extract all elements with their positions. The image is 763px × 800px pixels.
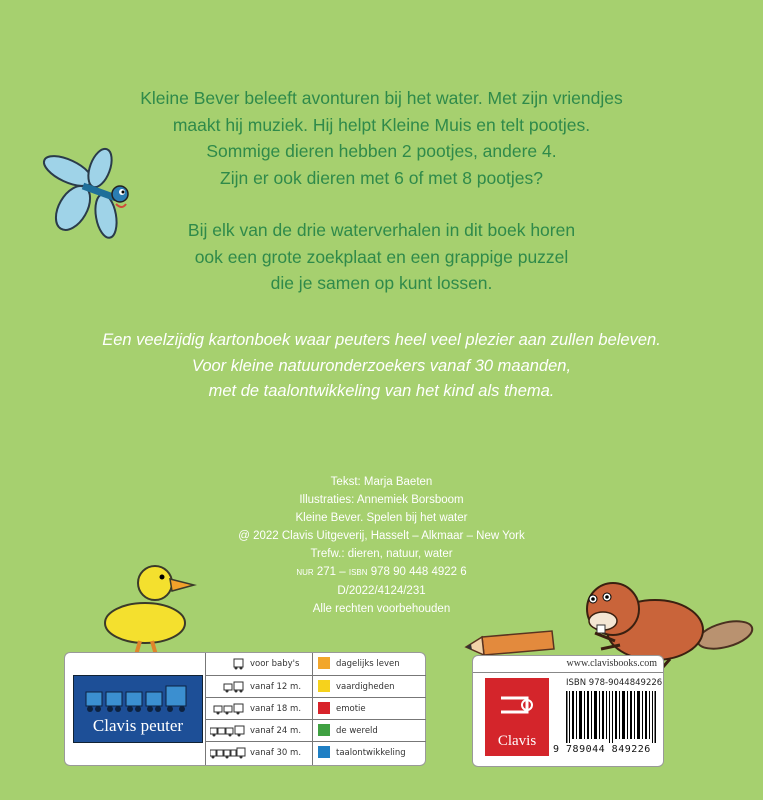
legend-category: dagelijks leven: [336, 659, 400, 669]
series-legend-panel: [64, 652, 426, 766]
book-title: Kleine Bever. Spelen bij het water: [295, 512, 468, 524]
barcode-graphic: [566, 691, 656, 743]
blurb-line: maakt hij muziek. Hij helpt Kleine Muis en telt pootjes.: [172, 114, 591, 135]
copyright: @ 2022 Clavis Uitgeverij, Hasselt – Alkmaar – New York: [238, 530, 525, 542]
isbn-panel: [472, 655, 664, 767]
blurb-line: Bij elk van de drie waterverhalen in dit boek horen: [187, 220, 576, 240]
legend-age: vanaf 12 m.: [250, 682, 302, 692]
tagline: [0, 328, 763, 405]
ean-digits: 9 789044 849226: [553, 744, 651, 755]
vehicle-icon: [210, 747, 246, 759]
legend-swatch: [318, 724, 330, 736]
vehicle-icon: [210, 703, 246, 715]
blurb-line: Sommige dieren hebben 2 pootjes, andere 4.: [206, 141, 557, 161]
publisher-url[interactable]: www.clavisbooks.com: [566, 658, 657, 669]
legend-row: [206, 719, 426, 742]
legend-age: vanaf 30 m.: [250, 748, 302, 758]
nur-label: NUR: [296, 568, 314, 577]
keywords: Trefw.: dieren, natuur, water: [310, 548, 453, 560]
vehicle-icon: [210, 725, 246, 737]
blurb-line: die je samen op kunt lossen.: [270, 273, 493, 293]
legend-row: [206, 697, 426, 720]
clavis-peuter-logo: [73, 675, 203, 743]
legend-swatch: [318, 702, 330, 714]
clavis-peuter-brand: Clavis peuter: [92, 716, 184, 735]
tagline-line: Voor kleine natuuronderzoekers vanaf 30 maanden,: [191, 356, 572, 375]
legend-age: voor baby's: [250, 659, 300, 669]
clavis-logo: [485, 678, 549, 756]
author-credit: Tekst: Marja Baeten: [330, 476, 433, 488]
tagline-line: met de taalontwikkeling van het kind als thema.: [208, 382, 555, 400]
blurb-paragraph-1: [0, 85, 763, 191]
blurb-line: ook een grote zoekplaat en een grappige puzzel: [194, 246, 569, 267]
isbn-label: ISBN 978-9044849226: [566, 678, 663, 688]
legend-row: [206, 653, 426, 675]
legend-age: vanaf 24 m.: [250, 726, 302, 736]
legend-swatch: [318, 657, 330, 669]
vehicle-icon: [210, 658, 246, 670]
legend-row: [206, 675, 426, 698]
blurb-line: Zijn er ook dieren met 6 of met 8 pootjes?: [220, 167, 543, 188]
legend-age: vanaf 18 m.: [250, 704, 302, 714]
legend-swatch: [318, 680, 330, 692]
legend-category: vaardigheden: [336, 682, 395, 692]
blurb-paragraph-2: [0, 217, 763, 297]
legend-category: emotie: [336, 704, 366, 714]
blurb-line: Kleine Bever beleeft avonturen bij het water. Met zijn vriendjes: [140, 88, 623, 108]
legend-rows: [205, 653, 426, 765]
legend-row: [206, 741, 426, 764]
train-logo-icon: [84, 682, 192, 718]
clavis-key-icon: [497, 688, 537, 722]
legend-category: taalontwikkeling: [336, 748, 406, 758]
illustrator-credit: Illustraties: Annemiek Borsboom: [299, 494, 464, 506]
url-divider: [473, 672, 663, 673]
clavis-logo-text: Clavis: [497, 733, 537, 749]
rights-notice: Alle rechten voorbehouden: [312, 603, 451, 615]
vehicle-icon: [210, 681, 246, 693]
nur-value: 271 –: [316, 566, 346, 578]
legend-category: de wereld: [336, 726, 378, 736]
isbn-value: 978 90 448 4922 6: [370, 566, 467, 578]
legend-swatch: [318, 746, 330, 758]
tagline-line: Een veelzijdig kartonboek waar peuters heel veel plezier aan zullen beleven.: [102, 331, 661, 349]
duckling-illustration: [100, 555, 200, 659]
depot-number: D/2022/4124/231: [337, 585, 426, 597]
isbn-label: ISBN: [348, 568, 368, 577]
